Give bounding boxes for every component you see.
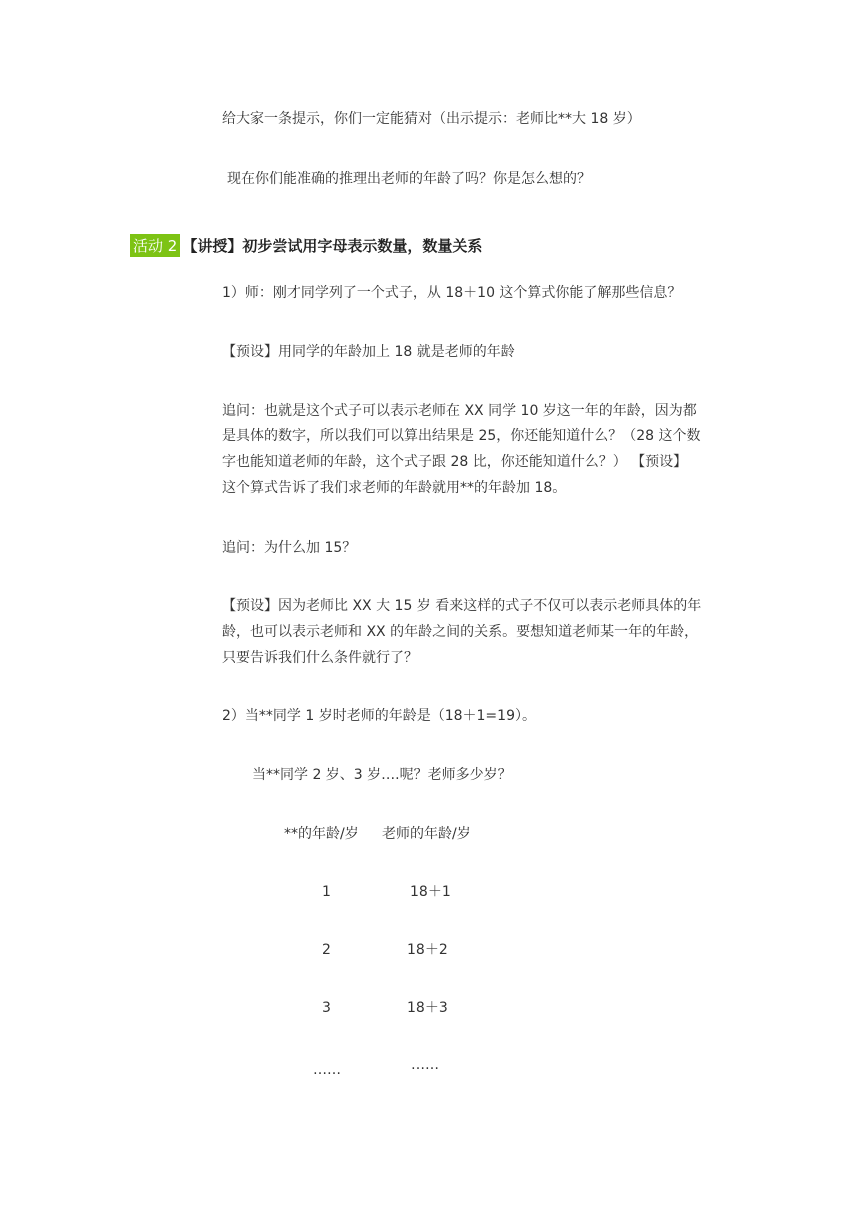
table-cell: …… (411, 1057, 439, 1073)
table-cell: 18＋2 (407, 942, 448, 958)
question-2: 2）当**同学 1 岁时老师的年龄是（18＋1=19）。 (222, 708, 536, 724)
followup-1-line: 追问：也就是这个式子可以表示老师在 XX 同学 10 岁这一年的年龄，因为都 (222, 403, 697, 419)
activity-tag: 活动 2 (130, 234, 180, 257)
question-1: 1）师：刚才同学列了一个式子，从 18＋10 这个算式你能了解那些信息？ (222, 285, 682, 301)
followup-1-line: 这个算式告诉了我们求老师的年龄就用**的年龄加 18。 (222, 480, 567, 496)
preset-1: 【预设】用同学的年龄加上 18 就是老师的年龄 (222, 344, 515, 360)
followup-2: 追问：为什么加 15？ (222, 540, 357, 556)
table-cell: 1 (322, 884, 331, 900)
followup-1-line: 字也能知道老师的年龄，这个式子跟 28 比，你还能知道什么？） 【预设】 (222, 454, 688, 470)
question-paragraph: 现在你们能准确的推理出老师的年龄了吗？你是怎么想的？ (227, 171, 591, 187)
activity-heading (130, 233, 482, 257)
table-cell: 18＋3 (407, 1000, 448, 1016)
table-header: 老师的年龄/岁 (382, 826, 471, 842)
preset-2-line: 龄，也可以表示老师和 XX 的年龄之间的关系。要想知道老师某一年的年龄， (222, 624, 699, 640)
preset-2-line: 只要告诉我们什么条件就行了？ (222, 650, 418, 666)
table-cell: 18＋1 (410, 884, 451, 900)
followup-1-line: 是具体的数字，所以我们可以算出结果是 25，你还能知道什么？（28 这个数 (222, 428, 701, 444)
table-cell: 3 (322, 1000, 331, 1016)
table-header: **的年龄/岁 (284, 826, 359, 842)
table-cell: 2 (322, 942, 331, 958)
table-cell: …… (313, 1062, 341, 1078)
preset-2-line: 【预设】因为老师比 XX 大 15 岁 看来这样的式子不仅可以表示老师具体的年 (222, 598, 702, 614)
activity-title: 【讲授】初步尝试用字母表示数量，数量关系 (182, 236, 483, 255)
hint-paragraph: 给大家一条提示，你们一定能猜对（出示提示：老师比**大 18 岁） (222, 111, 641, 127)
question-3: 当**同学 2 岁、3 岁….呢？老师多少岁？ (252, 767, 512, 783)
